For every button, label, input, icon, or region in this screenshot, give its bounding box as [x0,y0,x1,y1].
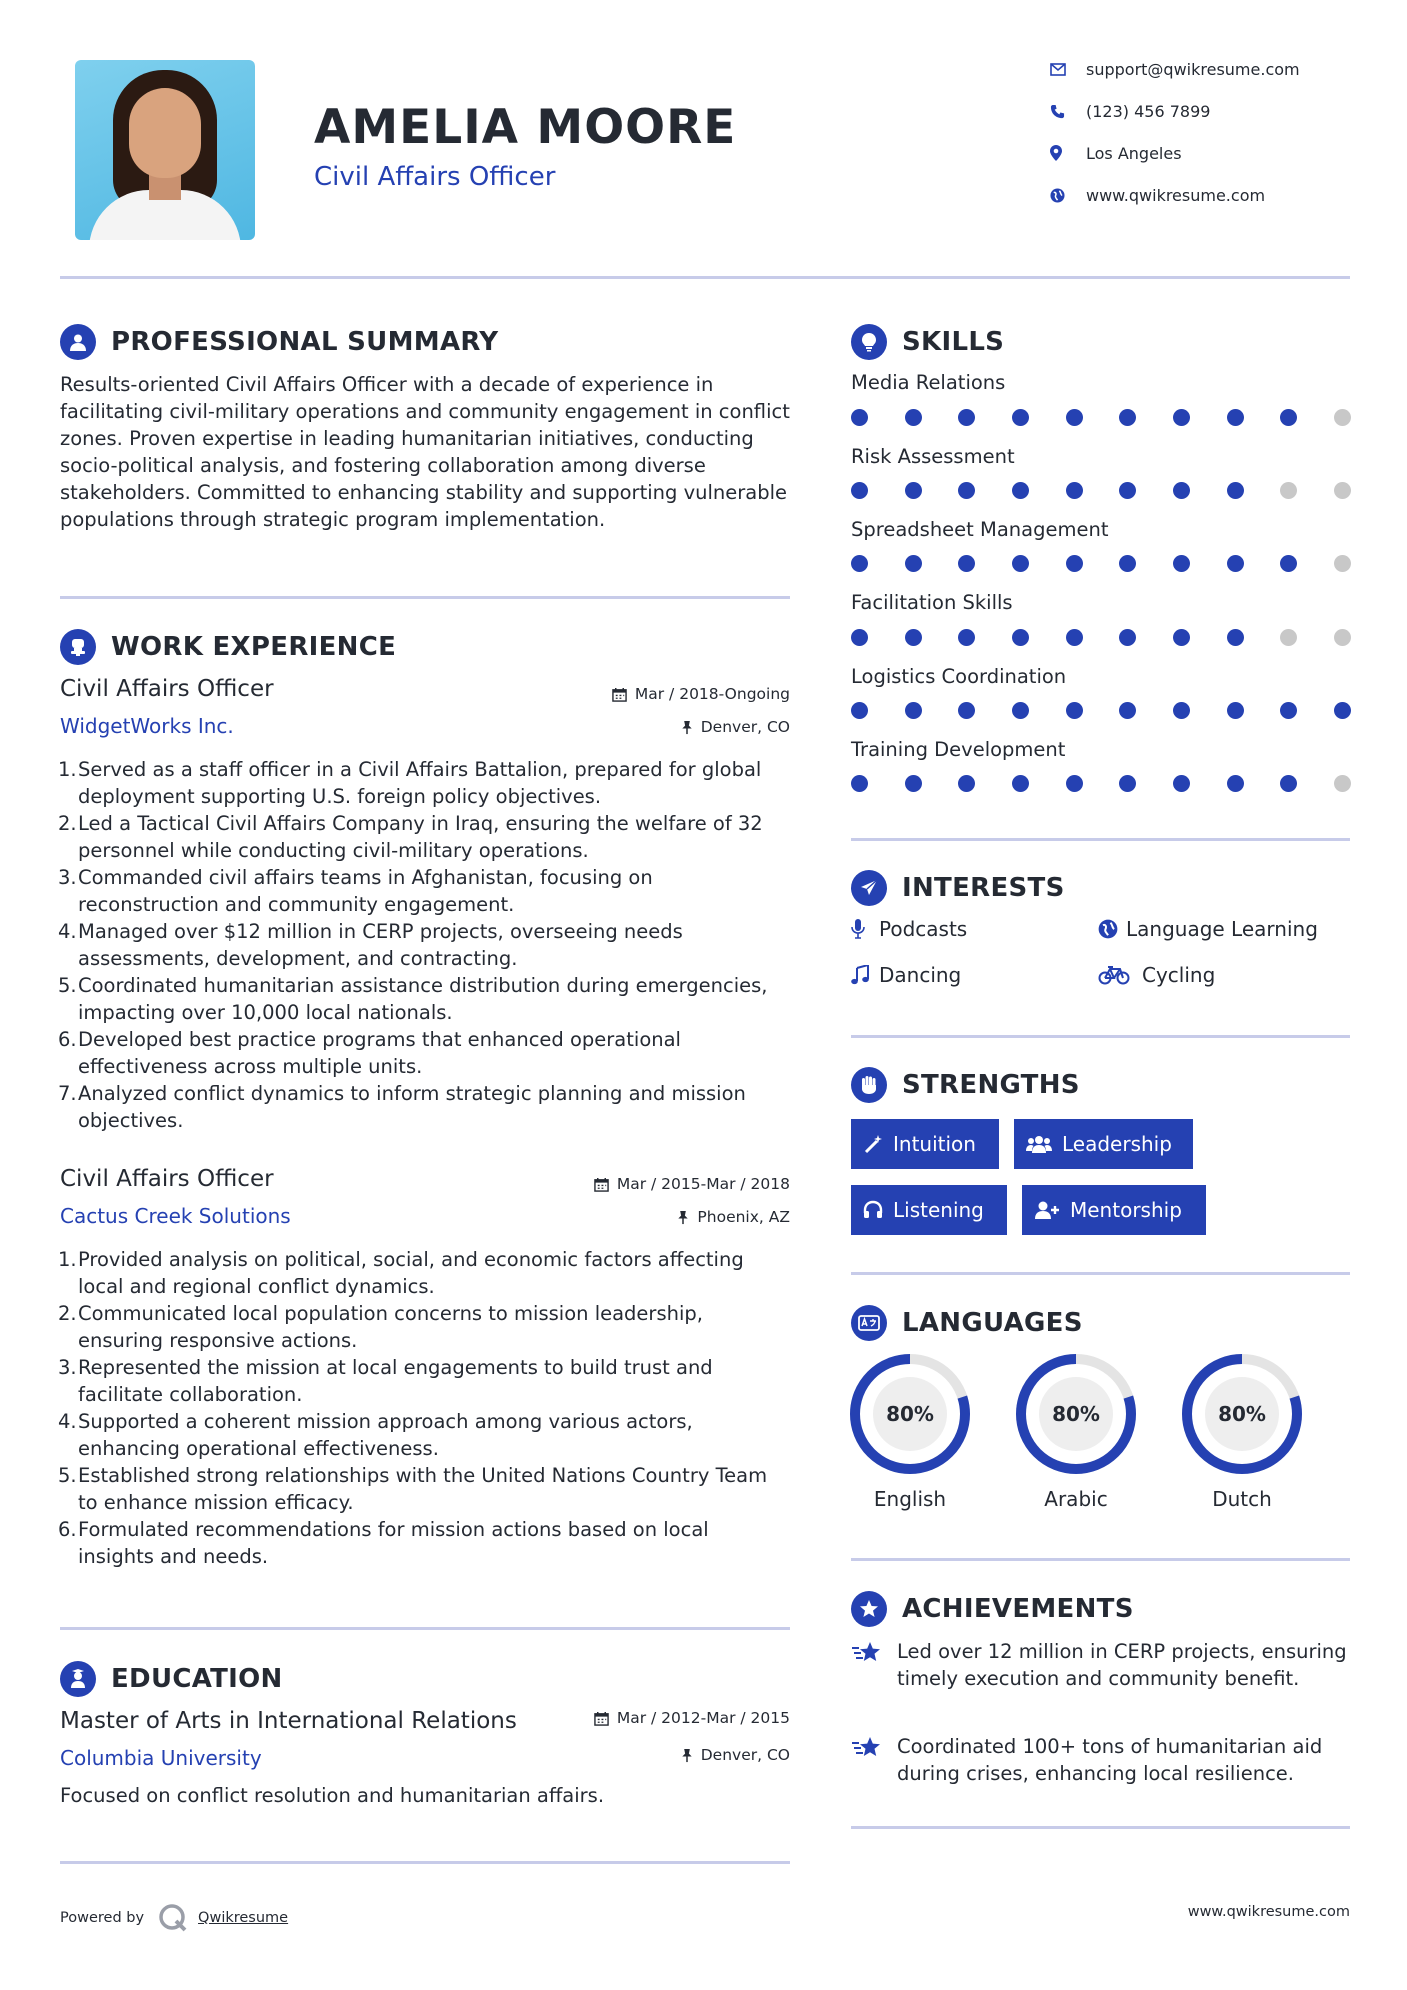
skill-dot [1334,482,1351,499]
contact-phone-text: (123) 456 7899 [1086,101,1211,121]
contact-location-text: Los Angeles [1086,143,1182,163]
skill-dot [1119,702,1136,719]
paper-plane-icon [851,870,887,906]
skill-dot [1012,482,1029,499]
skill-dot [1066,629,1083,646]
job-bullets [60,1246,790,1570]
skill-dot [1334,555,1351,572]
skill-dot [905,482,922,499]
skill-dot [1012,555,1029,572]
pushpin-icon [681,720,693,735]
skill-dot [1280,555,1297,572]
calendar-icon [594,1177,609,1192]
strength-chip-listening: Listening [851,1185,1007,1235]
skill-dot [1173,555,1190,572]
skill-dot [905,629,922,646]
shooting-star-icon [851,1638,897,1670]
skill-dot [851,775,868,792]
skill-dot [905,555,922,572]
skill-dot [1066,409,1083,426]
summary-heading: PROFESSIONAL SUMMARY [60,324,498,360]
skills-heading: SKILLS [851,324,1004,360]
skill-dot [1334,629,1351,646]
job-title: Civil Affairs Officer [60,676,274,702]
skill-dot [1173,629,1190,646]
skill-dot [1227,409,1244,426]
skill-dot [851,482,868,499]
fist-icon [851,1067,887,1103]
skill-dot [1334,775,1351,792]
skill-name: Logistics Coordination [851,665,1067,688]
job-title: Civil Affairs Officer [60,1166,274,1192]
contact-location [1050,138,1350,168]
header-divider [60,276,1350,279]
education-description: Focused on conflict resolution and humanitarian affairs. [60,1784,605,1807]
skill-dot [1334,702,1351,719]
interest-item: Cycling [1098,963,1215,987]
job-company: WidgetWorks Inc. [60,714,234,738]
list-item: Managed over $12 million in CERP projects, overseeing needs assessments, development, and contracting. [78,920,683,970]
skill-dot [1066,775,1083,792]
language-name: Dutch [1212,1487,1272,1511]
skill-dot [1012,409,1029,426]
skill-dot [1227,555,1244,572]
graduate-icon [60,1661,96,1697]
experience-heading: WORK EXPERIENCE [60,629,396,665]
map-pin-icon [1050,145,1086,161]
headphones-icon [863,1200,883,1220]
user-icon [60,324,96,360]
skills-divider [851,838,1350,841]
qwikresume-link[interactable]: Qwikresume [198,1910,289,1926]
pushpin-icon [681,1748,693,1763]
experience-divider [60,1627,790,1630]
languages-divider [851,1558,1350,1561]
shooting-star-icon [851,1733,897,1765]
skill-dot [1173,409,1190,426]
skill-dot [1334,409,1351,426]
strength-chip-mentorship: Mentorship [1022,1185,1206,1235]
contact-email[interactable] [1050,54,1350,84]
skill-dot [905,775,922,792]
education-heading: EDUCATION [60,1661,283,1697]
contact-website[interactable] [1050,180,1350,210]
language-percent: 80% [1052,1402,1100,1426]
list-item: Communicated local population concerns to mission leadership, ensuring responsive actions. [78,1302,703,1352]
list-item: Analyzed conflict dynamics to inform strategic planning and mission objectives. [78,1082,746,1132]
language-percent: 80% [1218,1402,1266,1426]
skill-dot [1012,775,1029,792]
achievement-item: Coordinated 100+ tons of humanitarian aid during crises, enhancing local resilience. [851,1733,1350,1787]
language-ring [1180,1352,1304,1476]
skill-rating [851,629,1351,649]
list-item: Served as a staff officer in a Civil Affairs Battalion, prepared for global deployment supporting U.S. foreign policy objectives. [78,758,762,808]
users-icon [1026,1134,1052,1154]
job-location: Denver, CO [490,718,790,736]
candidate-name: AMELIA MOORE [314,100,737,155]
lightbulb-icon [851,324,887,360]
phone-icon [1050,104,1086,119]
skill-dot [1280,629,1297,646]
interests-heading: INTERESTS [851,870,1065,906]
skill-dot [1227,702,1244,719]
globe-icon [1050,188,1086,203]
skill-dot [1280,775,1297,792]
language-gauge [1014,1352,1138,1480]
skill-dot [958,555,975,572]
skill-dot [851,629,868,646]
skill-dot [851,409,868,426]
list-item: Coordinated humanitarian assistance distribution during emergencies, impacting over 10,000 local nationals. [78,974,768,1024]
skill-rating [851,555,1351,575]
skill-name: Risk Assessment [851,445,1015,468]
language-percent: 80% [886,1402,934,1426]
skill-dot [1012,629,1029,646]
footer-powered-by: Powered by Qwikresume [60,1903,288,1933]
strengths-heading: STRENGTHS [851,1067,1080,1103]
skill-rating [851,775,1351,795]
skill-dot [1173,482,1190,499]
interest-item: Language Learning [1098,917,1318,941]
skill-dot [851,702,868,719]
skill-dot [1227,482,1244,499]
calendar-icon [594,1711,609,1726]
interests-divider [851,1035,1350,1038]
globe-icon [1098,919,1126,939]
language-name: Arabic [1044,1487,1108,1511]
list-item: Supported a coherent mission approach among various actors, enhancing operational effectiveness. [78,1410,693,1460]
skill-dot [958,482,975,499]
music-note-icon [851,965,879,985]
skill-dot [958,702,975,719]
job-company: Cactus Creek Solutions [60,1204,291,1228]
language-gauge [848,1352,972,1480]
list-item: Established strong relationships with the United Nations Country Team to enhance mission efficacy. [78,1464,768,1514]
skill-dot [958,775,975,792]
education-degree: Master of Arts in International Relations [60,1708,517,1734]
skill-dot [905,409,922,426]
interest-item: Dancing [851,963,961,987]
skill-dot [1280,409,1297,426]
profile-photo [75,60,255,240]
skill-rating [851,702,1351,722]
microphone-icon [851,919,879,939]
skill-dot [1119,409,1136,426]
skill-dot [958,629,975,646]
magic-wand-icon [863,1134,883,1154]
skill-dot [1012,702,1029,719]
skill-dot [958,409,975,426]
skill-dot [1066,555,1083,572]
language-icon [851,1305,887,1341]
skill-name: Media Relations [851,371,1006,394]
skill-name: Facilitation Skills [851,591,1013,614]
strengths-divider [851,1272,1350,1275]
summary-divider [60,596,790,599]
language-name: English [873,1487,947,1511]
language-gauge [1180,1352,1304,1480]
skill-dot [905,702,922,719]
calendar-icon [612,687,627,702]
list-item: Represented the mission at local engagements to build trust and facilitate collaboration. [78,1356,713,1406]
list-item: Provided analysis on political, social, and economic factors affecting local and regional conflict dynamics. [78,1248,744,1298]
education-school: Columbia University [60,1746,262,1770]
skill-rating [851,409,1351,429]
education-divider [60,1861,790,1864]
skill-dot [1119,775,1136,792]
skill-dot [1119,629,1136,646]
languages-heading: LANGUAGES [851,1305,1083,1341]
list-item: Commanded civil affairs teams in Afghanistan, focusing on reconstruction and community engagement. [78,866,653,916]
skill-dot [1173,702,1190,719]
skill-dot [1227,775,1244,792]
skill-name: Spreadsheet Management [851,518,1109,541]
job-date: Mar / 2015-Mar / 2018 [490,1175,790,1193]
skill-dot [1066,482,1083,499]
achievements-heading: ACHIEVEMENTS [851,1591,1134,1627]
star-badge-icon [851,1591,887,1627]
skill-dot [1119,555,1136,572]
interest-item: Podcasts [851,917,967,941]
language-ring [848,1352,972,1476]
skill-dot [1280,482,1297,499]
strength-chip-leadership: Leadership [1014,1119,1193,1169]
list-item: Formulated recommendations for mission actions based on local insights and needs. [78,1518,709,1568]
candidate-role: Civil Affairs Officer [314,162,556,192]
achievements-divider [851,1826,1350,1829]
pushpin-icon [677,1210,689,1225]
user-plus-icon [1034,1200,1060,1220]
skill-dot [1119,482,1136,499]
briefcase-icon [60,629,96,665]
summary-text: Results-oriented Civil Affairs Officer with a decade of experience in facilitating civil-military operations and community engagement in conflict zones. Proven expertise in leading humanitarian initiatives, conducting socio-political analysis, and fostering collaboration among diverse stakeholders. Committed to enhancing stability and supporting vulnerable populations through strategic program implementation. [60,373,790,531]
list-item: Led a Tactical Civil Affairs Company in Iraq, ensuring the welfare of 32 personnel while conducting civil-military operations. [78,812,763,862]
education-location: Denver, CO [490,1746,790,1764]
contact-phone[interactable] [1050,96,1350,126]
list-item: Developed best practice programs that enhanced operational effectiveness across multiple units. [78,1028,681,1078]
footer-website[interactable]: www.qwikresume.com [1187,1904,1350,1920]
skill-dot [1066,702,1083,719]
qwikresume-logo-icon [158,1903,188,1933]
skill-dot [851,555,868,572]
job-date: Mar / 2018-Ongoing [490,685,790,703]
skill-rating [851,482,1351,502]
education-date: Mar / 2012-Mar / 2015 [490,1709,790,1727]
bicycle-icon [1098,965,1142,985]
job-location: Phoenix, AZ [490,1208,790,1226]
envelope-icon [1050,63,1086,76]
skill-dot [1280,702,1297,719]
job-bullets [60,756,790,1134]
contact-email-text: support@qwikresume.com [1086,59,1300,79]
language-ring [1014,1352,1138,1476]
achievement-item: Led over 12 million in CERP projects, ensuring timely execution and community benefit. [851,1638,1350,1692]
skill-dot [1227,629,1244,646]
contact-website-text: www.qwikresume.com [1086,185,1266,205]
skill-name: Training Development [851,738,1066,761]
skill-dot [1173,775,1190,792]
strength-chip-intuition: Intuition [851,1119,999,1169]
